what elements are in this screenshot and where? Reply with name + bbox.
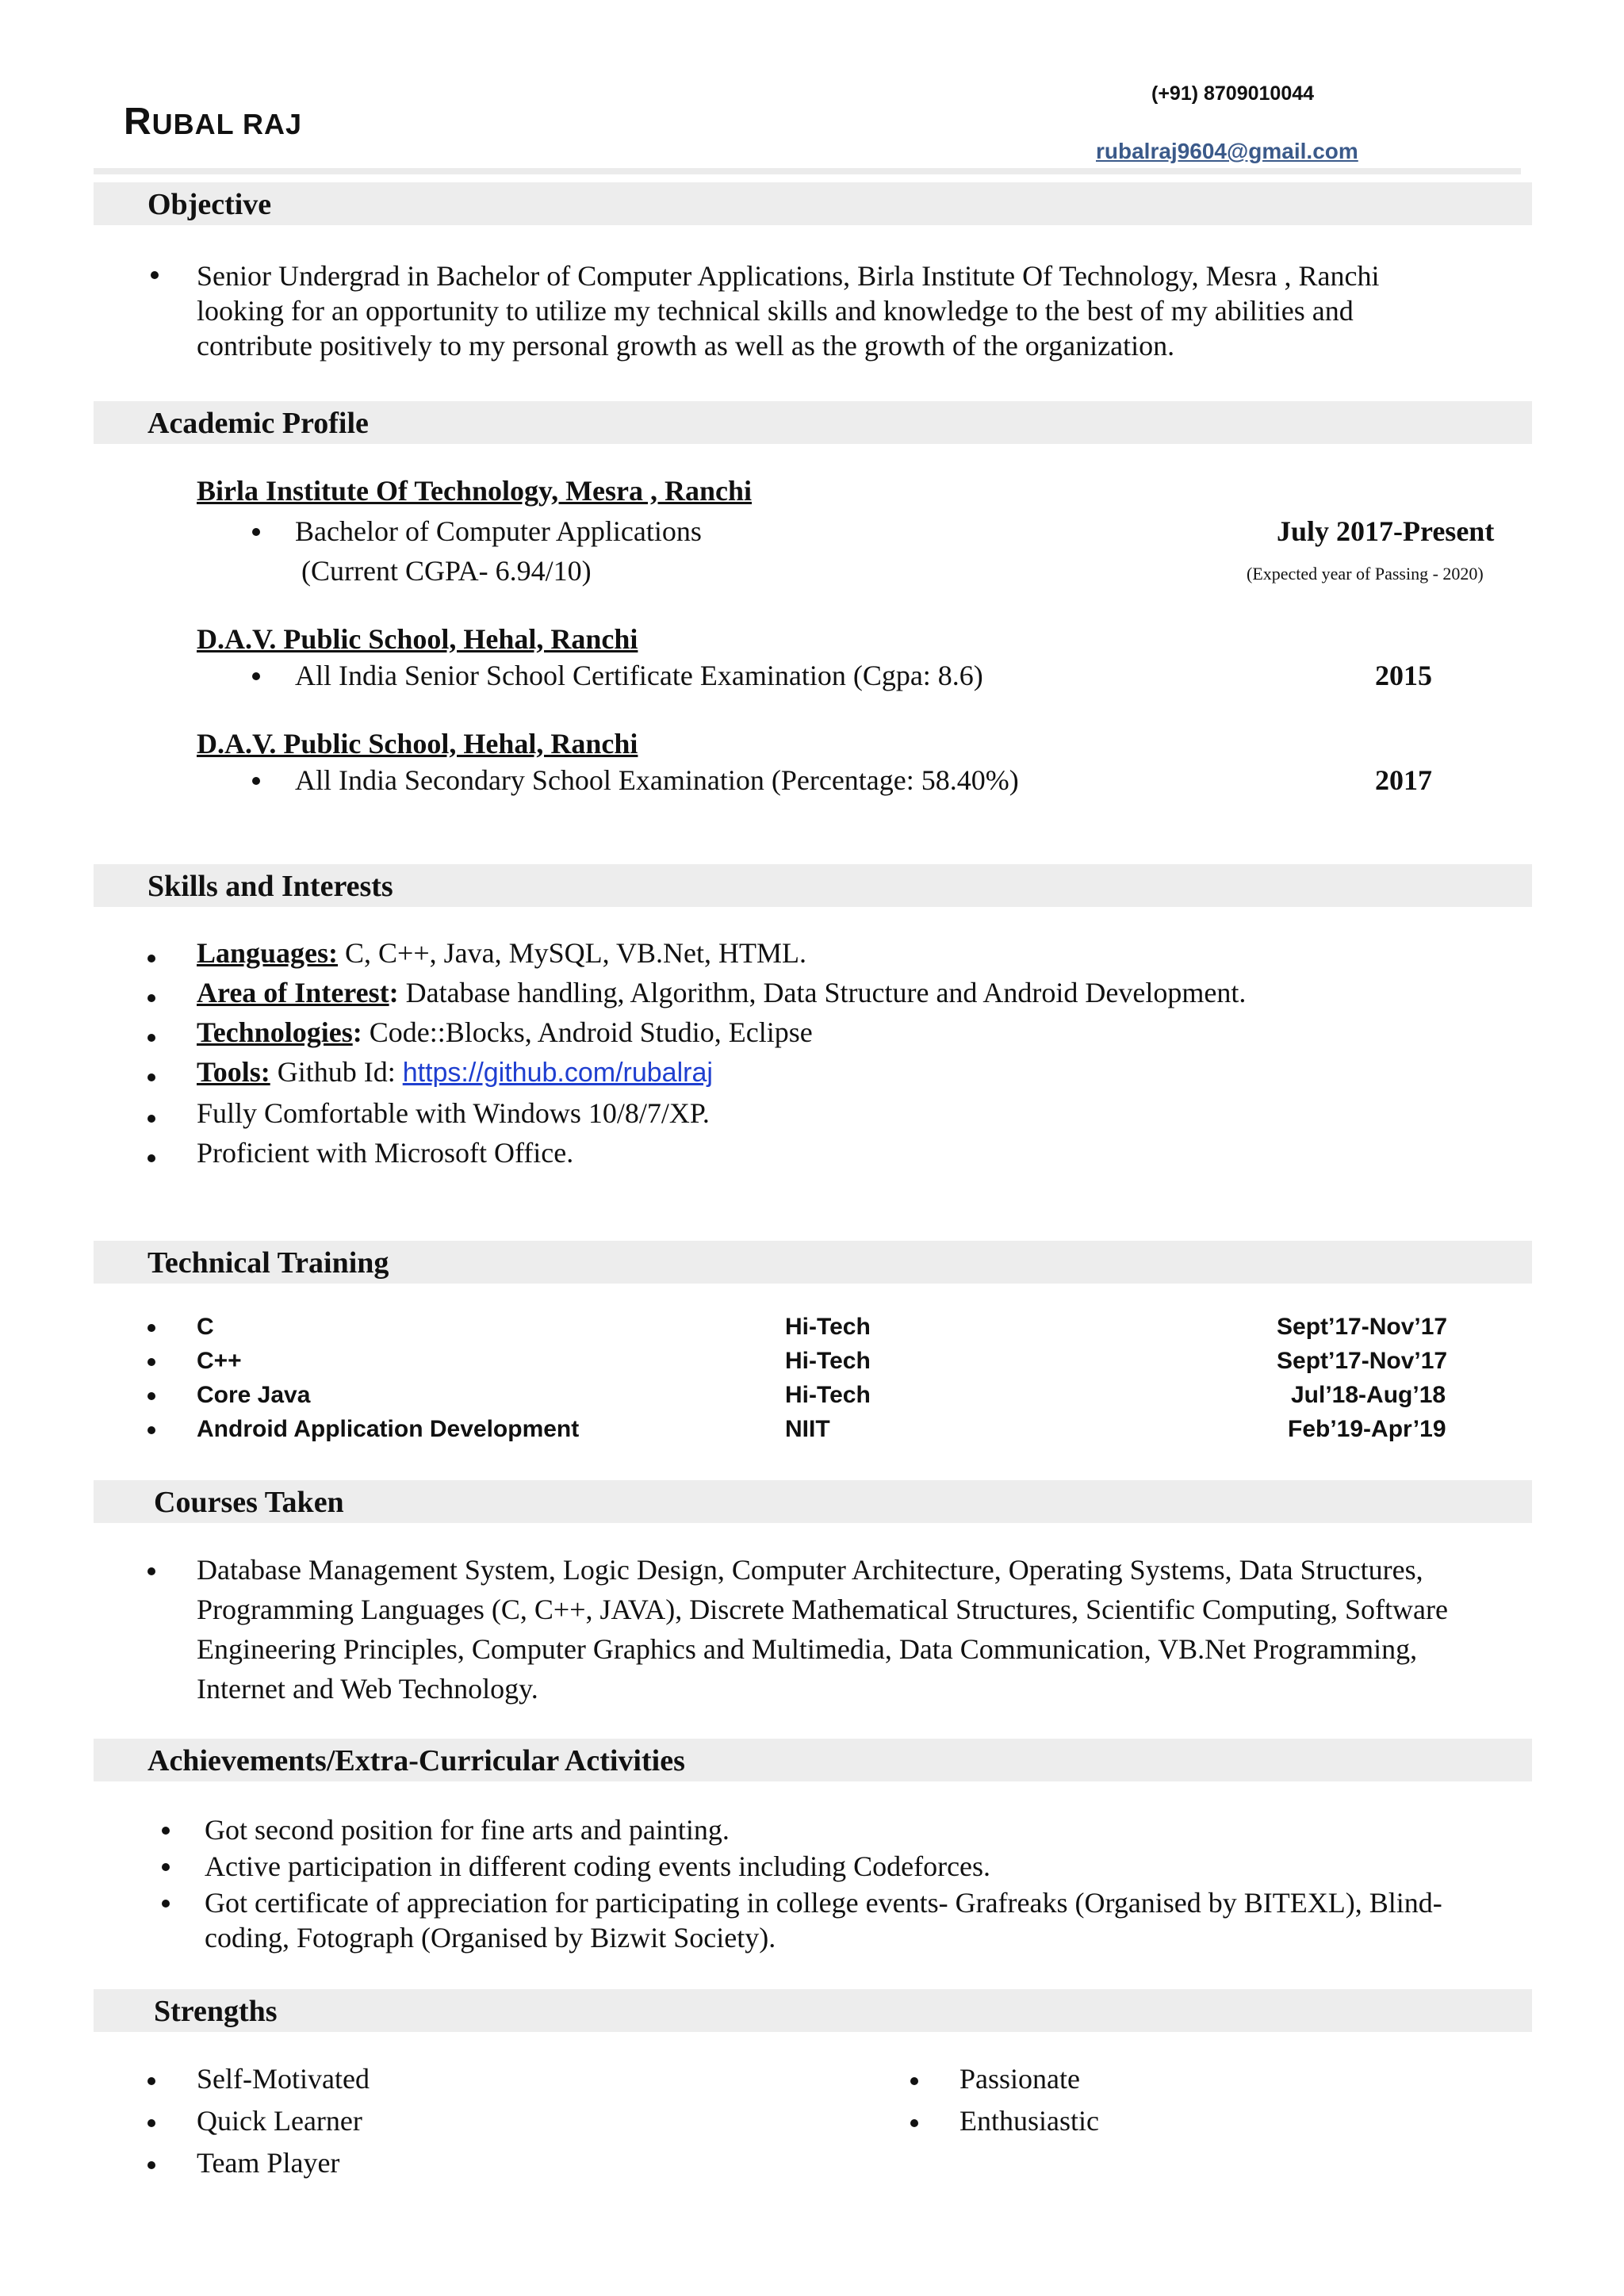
section-title: Objective	[147, 188, 272, 221]
skill-technologies: Technologies: Code::Blocks, Android Studio, Eclipse	[197, 1016, 813, 1048]
strength-item: Self-Motivated	[197, 2063, 370, 2095]
training-period: Sept’17-Nov’17	[1277, 1348, 1448, 1374]
degree-date: 2017	[1375, 764, 1432, 796]
achievement-item: Got certificate of appreciation for participating in college events- Grafreaks (Organised by BITEXL), Blind-	[205, 1887, 1442, 1919]
bullet-icon	[147, 994, 155, 1002]
achievement-item: Active participation in different coding events including Codeforces.	[205, 1850, 991, 1882]
training-institute: NIIT	[785, 1416, 830, 1442]
bullet-icon	[252, 777, 260, 785]
bullet-icon	[147, 1154, 155, 1162]
training-course: C++	[197, 1348, 242, 1374]
degree-name: All India Senior School Certificate Examination (Cgpa: 8.6)	[295, 660, 983, 691]
bullet-icon	[910, 2119, 918, 2127]
strength-item: Team Player	[197, 2147, 340, 2179]
skill-languages: Languages: C, C++, Java, MySQL, VB.Net, HTML.	[197, 937, 806, 969]
bullet-icon	[147, 2119, 155, 2127]
objective-line-3: contribute positively to my personal growth as well as the growth of the organization.	[197, 330, 1175, 362]
training-period: Feb’19-Apr’19	[1288, 1416, 1446, 1442]
github-link[interactable]: https://github.com/rubalraj	[402, 1058, 713, 1088]
section-title: Courses Taken	[154, 1486, 344, 1519]
school-name: D.A.V. Public School, Hehal, Ranchi	[197, 728, 638, 760]
section-courses-header	[94, 1480, 1532, 1523]
section-title: Strengths	[154, 1995, 278, 2028]
bullet-icon	[147, 1392, 155, 1400]
achievement-item-continued: coding, Fotograph (Organised by Bizwit Society).	[205, 1922, 776, 1954]
courses-line-1: Database Management System, Logic Design, Computer Architecture, Operating Systems, Data Structures,	[197, 1554, 1423, 1586]
section-strengths-header	[94, 1989, 1532, 2032]
bullet-icon	[147, 1567, 155, 1575]
courses-line-3: Engineering Principles, Computer Graphics and Multimedia, Data Communication, VB.Net Programming,	[197, 1633, 1418, 1665]
objective-line-1: Senior Undergrad in Bachelor of Computer Applications, Birla Institute Of Technology, Mesra , Ranchi	[197, 260, 1380, 292]
bullet-icon	[147, 2161, 155, 2169]
section-title: Academic Profile	[147, 407, 369, 440]
achievement-item: Got second position for fine arts and painting.	[205, 1814, 730, 1846]
bullet-icon	[252, 528, 260, 536]
skill-area-of-interest: Area of Interest: Database handling, Algorithm, Data Structure and Android Development.	[197, 977, 1247, 1008]
section-skills-header	[94, 864, 1532, 907]
degree-date: July 2017-Present	[1277, 515, 1495, 547]
bullet-icon	[147, 2077, 155, 2085]
bullet-icon	[147, 1426, 155, 1434]
training-institute: Hi-Tech	[785, 1314, 871, 1340]
skill-office: Proficient with Microsoft Office.	[197, 1137, 574, 1169]
candidate-name: RUBAL RAJ	[124, 101, 303, 143]
bullet-icon	[162, 1827, 170, 1835]
school-name: D.A.V. Public School, Hehal, Ranchi	[197, 623, 638, 655]
bullet-icon	[147, 1034, 155, 1042]
bullet-icon	[147, 955, 155, 962]
phone-number: (+91) 8709010044	[1151, 82, 1315, 105]
section-title: Technical Training	[147, 1246, 389, 1280]
bullet-icon	[151, 271, 159, 279]
bullet-icon	[147, 1358, 155, 1366]
skill-os: Fully Comfortable with Windows 10/8/7/XP.	[197, 1097, 710, 1129]
bullet-icon	[910, 2077, 918, 2085]
degree-detail: (Current CGPA- 6.94/10)	[301, 555, 592, 587]
section-academic-header	[94, 401, 1532, 444]
strength-item: Passionate	[959, 2063, 1080, 2095]
bullet-icon	[162, 1863, 170, 1871]
section-achievements-header	[94, 1739, 1532, 1781]
degree-name: Bachelor of Computer Applications	[295, 515, 702, 547]
degree-date: 2015	[1375, 660, 1432, 691]
training-course: C	[197, 1314, 214, 1340]
training-period: Sept’17-Nov’17	[1277, 1314, 1448, 1340]
section-title: Skills and Interests	[147, 870, 393, 903]
training-course: Core Java	[197, 1382, 311, 1408]
strength-item: Quick Learner	[197, 2105, 362, 2137]
strength-item: Enthusiastic	[959, 2105, 1099, 2137]
training-period: Jul’18-Aug’18	[1291, 1382, 1446, 1408]
degree-name: All India Secondary School Examination (Percentage: 58.40%)	[295, 764, 1019, 796]
school-name: Birla Institute Of Technology, Mesra , Ranchi	[197, 475, 753, 507]
training-institute: Hi-Tech	[785, 1382, 871, 1408]
email-link[interactable]: rubalraj9604@gmail.com	[1096, 139, 1358, 163]
courses-line-2: Programming Languages (C, C++, JAVA), Discrete Mathematical Structures, Scientific Computing, Software	[197, 1594, 1448, 1625]
training-course: Android Application Development	[197, 1416, 580, 1442]
bullet-icon	[147, 1115, 155, 1123]
section-objective-header	[94, 182, 1532, 225]
header-divider	[94, 168, 1521, 174]
bullet-icon	[162, 1900, 170, 1908]
courses-line-4: Internet and Web Technology.	[197, 1673, 538, 1705]
skill-tools: Tools: Github Id: https://github.com/rubalraj	[197, 1056, 713, 1088]
bullet-icon	[147, 1324, 155, 1332]
section-training-header	[94, 1241, 1532, 1284]
bullet-icon	[147, 1073, 155, 1081]
section-title: Achievements/Extra-Curricular Activities	[147, 1744, 685, 1777]
degree-note: (Expected year of Passing - 2020)	[1247, 564, 1484, 584]
training-institute: Hi-Tech	[785, 1348, 871, 1374]
objective-line-2: looking for an opportunity to utilize my technical skills and knowledge to the best of my abilities and	[197, 295, 1354, 327]
bullet-icon	[252, 672, 260, 680]
